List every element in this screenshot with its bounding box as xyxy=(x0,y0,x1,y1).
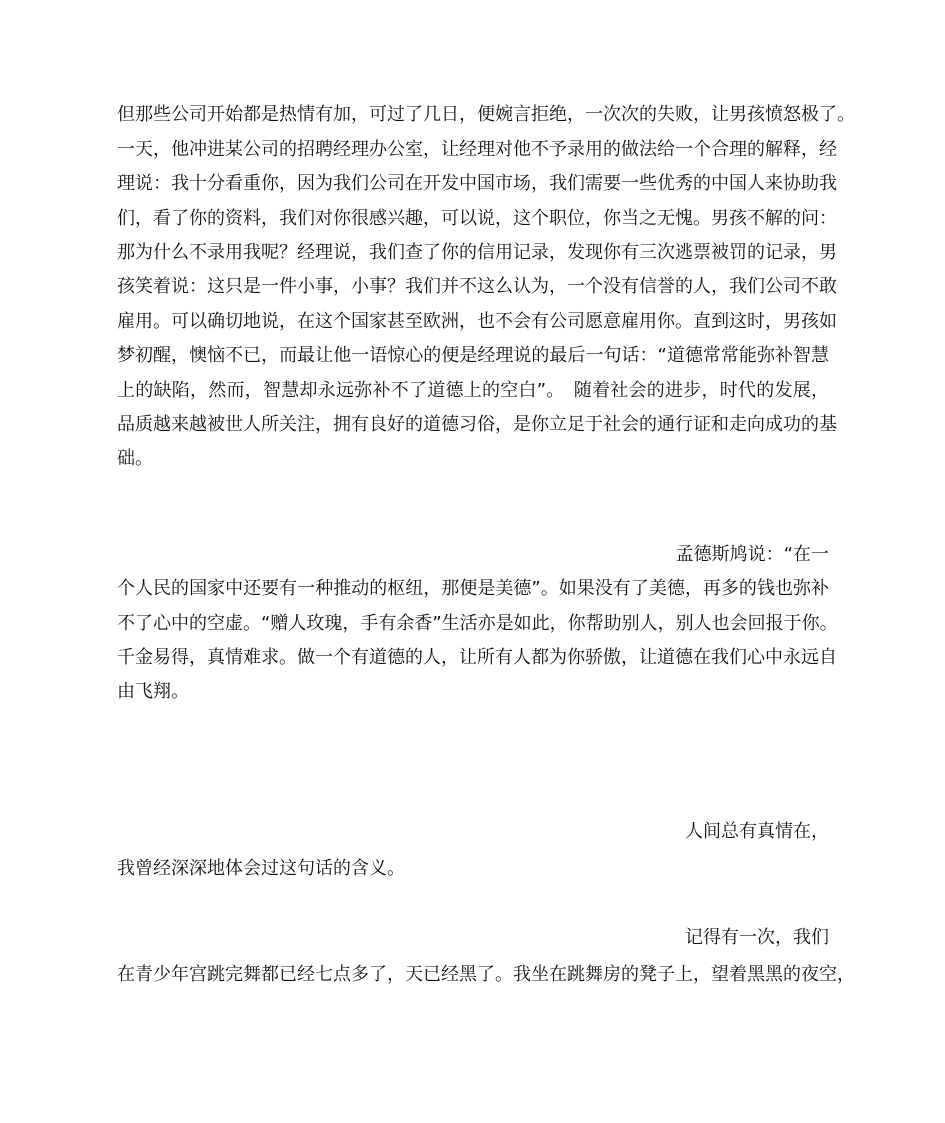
paragraph-1-line-8: 梦初醒，懊恼不已，而最让他一语惊心的便是经理说的最后一句话：“道德常常能弥补智慧 xyxy=(117,345,829,366)
paragraph-1-line-1: 但那些公司开始都是热情有加，可过了几日，便婉言拒绝，一次次的失败，让男孩愤怒极了。 xyxy=(117,104,855,125)
paragraph-1-line-2: 一天，他冲进某公司的招聘经理办公室，让经理对他不予录用的做法给一个合理的解释，经 xyxy=(117,139,837,160)
paragraph-1-line-6: 孩笑着说：这只是一件小事，小事？我们并不这么认为，一个没有信誉的人，我们公司不敢 xyxy=(117,276,837,297)
paragraph-1-line-5: 那为什么不录用我呢？经理说，我们查了你的信用记录，发现你有三次逃票被罚的记录，男 xyxy=(117,242,837,263)
paragraph-3-line-2: 我曾经深深地体会过这句话的含义。 xyxy=(117,858,405,879)
paragraph-1-line-9: 上的缺陷，然而，智慧却永远弥补不了道德上的空白”。 随着社会的进步，时代的发展， xyxy=(117,380,829,401)
paragraph-4-line-1: 记得有一次，我们 xyxy=(685,927,829,948)
paragraph-1-line-7: 雇用。可以确切地说，在这个国家甚至欧洲，也不会有公司愿意雇用你。直到这时，男孩如 xyxy=(117,311,837,332)
paragraph-1-line-11: 础。 xyxy=(117,448,153,469)
paragraph-2-line-3: 不了心中的空虚。“赠人玫瑰，手有余香”生活亦是如此，你帮助别人，别人也会回报于你。 xyxy=(117,613,838,634)
paragraph-1-line-10: 品质越来越被世人所关注，拥有良好的道德习俗，是你立足于社会的通行证和走向成功的基 xyxy=(117,414,837,435)
paragraph-1-line-3: 理说：我十分看重你，因为我们公司在开发中国市场，我们需要一些优秀的中国人来协助我 xyxy=(117,173,837,194)
paragraph-2-line-2: 个人民的国家中还要有一种推动的枢纽，那便是美德”。如果没有了美德，再多的钱也弥补 xyxy=(117,578,829,599)
paragraph-2-line-1: 孟德斯鸠说：“在一 xyxy=(675,544,829,565)
paragraph-4-line-2: 在青少年宫跳完舞都已经七点多了，天已经黑了。我坐在跳舞房的凳子上，望着黑黑的夜空， xyxy=(117,964,855,985)
paragraph-1-line-4: 们，看了你的资料，我们对你很感兴趣，可以说，这个职位，你当之无愧。男孩不解的问： xyxy=(117,208,837,229)
paragraph-2-line-5: 由飞翔。 xyxy=(117,681,189,702)
paragraph-3-line-1: 人间总有真情在， xyxy=(685,821,829,842)
paragraph-2-line-4: 千金易得，真情难求。做一个有道德的人，让所有人都为你骄傲，让道德在我们心中永远自 xyxy=(117,647,837,668)
